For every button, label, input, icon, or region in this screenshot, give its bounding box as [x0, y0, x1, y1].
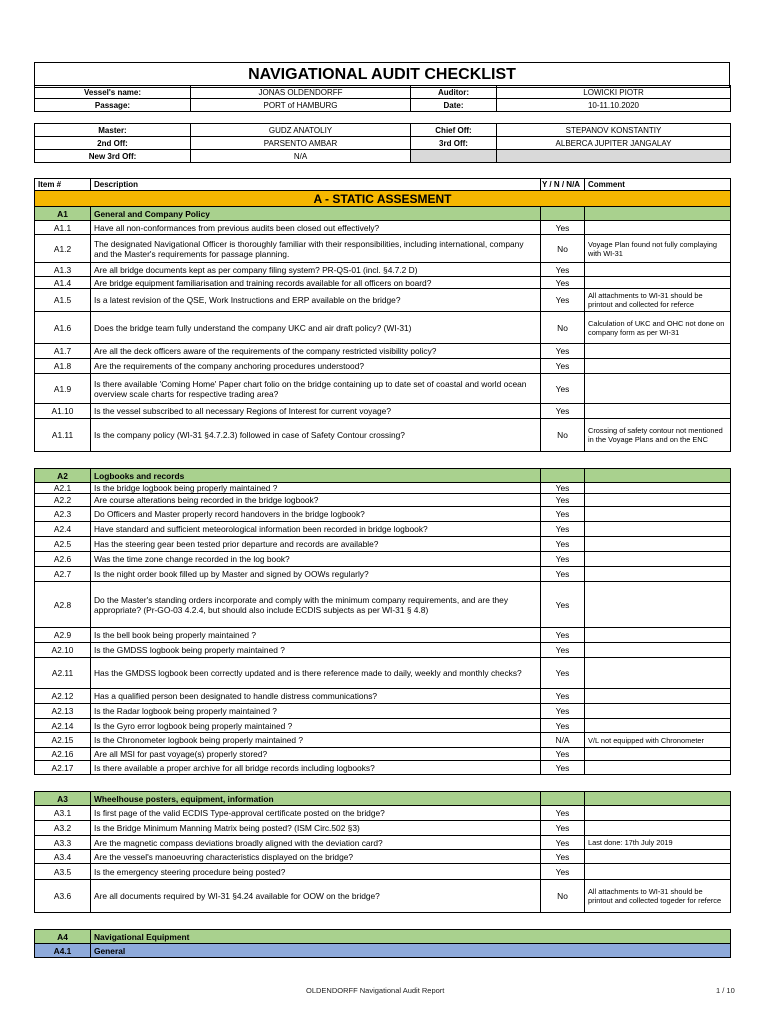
spacer-cell [35, 452, 731, 469]
item-number: A2.7 [35, 567, 91, 582]
item-description: Have standard and sufficient meteorological information been recorded in bridge logbook? [91, 522, 541, 537]
item-comment [585, 628, 731, 643]
item-comment [585, 582, 731, 628]
item-description: The designated Navigational Officer is thoroughly familiar with their responsibilities, including international, company and the Master's requirements for passage planning. [91, 235, 541, 263]
header-row [35, 99, 731, 112]
col-comment: Comment [585, 179, 731, 191]
item-answer: Yes [541, 552, 585, 567]
header-label-2: Auditor: [411, 86, 497, 99]
table-row [35, 507, 731, 522]
item-description: Is there available a proper archive for all bridge records including logbooks? [91, 761, 541, 775]
item-comment [585, 374, 731, 404]
header-value-2: LOWICKI PIOTR [497, 86, 731, 99]
item-description: Is the Radar logbook being properly maintained ? [91, 704, 541, 719]
item-number: A2.2 [35, 494, 91, 507]
subgroup-row [35, 944, 731, 958]
item-description: Are the vessel's manoeuvring characteristics displayed on the bridge? [91, 850, 541, 864]
item-comment [585, 404, 731, 419]
item-answer: Yes [541, 761, 585, 775]
item-description: Is the Chronometer logbook being properly maintained ? [91, 733, 541, 748]
item-number: A3.2 [35, 821, 91, 836]
header-label-2: 3rd Off: [411, 137, 497, 150]
header-value-2: 10-11.10.2020 [497, 99, 731, 112]
item-comment [585, 689, 731, 704]
item-number: A1.7 [35, 344, 91, 359]
item-comment: All attachments to WI-31 should be printout and collected togeder for referce [585, 880, 731, 913]
item-description: Is the night order book filled up by Master and signed by OOWs regularly? [91, 567, 541, 582]
header-row [35, 86, 731, 99]
table-row [35, 483, 731, 494]
table-row [35, 494, 731, 507]
spacer-row [35, 452, 731, 469]
item-answer: Yes [541, 277, 585, 289]
item-comment [585, 552, 731, 567]
item-comment [585, 507, 731, 522]
item-comment: Last done: 17th July 2019 [585, 836, 731, 850]
table-row [35, 312, 731, 344]
item-comment [585, 643, 731, 658]
item-answer: Yes [541, 567, 585, 582]
item-number: A1.2 [35, 235, 91, 263]
item-answer: Yes [541, 289, 585, 312]
item-answer: Yes [541, 748, 585, 761]
item-comment [585, 719, 731, 733]
subgroup-code: A4.1 [35, 944, 91, 958]
item-answer: Yes [541, 359, 585, 374]
footer-center: OLDENDORFF Navigational Audit Report [306, 986, 445, 995]
item-comment [585, 748, 731, 761]
spacer-row [35, 913, 731, 930]
item-comment [585, 277, 731, 289]
header-value: JONAS OLDENDORFF [191, 86, 411, 99]
item-comment: V/L not equipped with Chronometer [585, 733, 731, 748]
item-answer: Yes [541, 582, 585, 628]
header-label: Vessel's name: [35, 86, 191, 99]
group-code: A3 [35, 792, 91, 806]
item-answer: Yes [541, 719, 585, 733]
table-row [35, 419, 731, 452]
item-description: Are all bridge documents kept as per company filing system? PR-QS-01 (incl. §4.7.2 D) [91, 263, 541, 277]
item-description: Are all MSI for past voyage(s) properly stored? [91, 748, 541, 761]
item-description: Is there available 'Coming Home' Paper chart folio on the bridge containing up to date set of coastal and world ocean overview scale charts for respective trading area? [91, 374, 541, 404]
item-comment [585, 864, 731, 880]
table-row [35, 704, 731, 719]
item-number: A2.15 [35, 733, 91, 748]
item-description: Is the GMDSS logbook being properly maintained ? [91, 643, 541, 658]
item-number: A1.4 [35, 277, 91, 289]
item-comment [585, 522, 731, 537]
item-number: A2.1 [35, 483, 91, 494]
item-number: A2.12 [35, 689, 91, 704]
page-number: 1 / 10 [716, 986, 735, 995]
table-row [35, 359, 731, 374]
table-row [35, 628, 731, 643]
vessel-info-table [34, 85, 731, 112]
item-answer: Yes [541, 344, 585, 359]
item-description: Are the magnetic compass deviations broadly aligned with the deviation card? [91, 836, 541, 850]
spacer-cell [35, 913, 731, 930]
group-header-row [35, 207, 731, 221]
header-row [35, 124, 731, 137]
item-number: A3.6 [35, 880, 91, 913]
table-row [35, 404, 731, 419]
item-answer: Yes [541, 643, 585, 658]
item-comment: Crossing of safety contour not mentioned in the Voyage Plans and on the ENC [585, 419, 731, 452]
group-yn [541, 469, 585, 483]
item-number: A3.3 [35, 836, 91, 850]
item-description: Is the vessel subscribed to all necessary Regions of Interest for current voyage? [91, 404, 541, 419]
item-description: Is the Bridge Minimum Manning Matrix being posted? (ISM Circ.502 §3) [91, 821, 541, 836]
header-value: PORT of HAMBURG [191, 99, 411, 112]
header-label-2: Chief Off: [411, 124, 497, 137]
item-number: A2.10 [35, 643, 91, 658]
header-label-2 [411, 150, 497, 163]
header-label: 2nd Off: [35, 137, 191, 150]
item-description: Is the bridge logbook being properly maintained ? [91, 483, 541, 494]
spacer-cell [35, 775, 731, 792]
col-description: Description [91, 179, 541, 191]
item-description: Was the time zone change recorded in the log book? [91, 552, 541, 567]
item-description: Has the steering gear been tested prior departure and records are available? [91, 537, 541, 552]
group-comment [585, 792, 731, 806]
item-number: A1.5 [35, 289, 91, 312]
group-code: A2 [35, 469, 91, 483]
item-comment [585, 806, 731, 821]
item-number: A3.4 [35, 850, 91, 864]
header-label: Master: [35, 124, 191, 137]
group-title: Navigational Equipment [91, 930, 731, 944]
item-description: Is the bell book being properly maintained ? [91, 628, 541, 643]
item-number: A2.17 [35, 761, 91, 775]
section-title-row [35, 191, 731, 207]
table-row [35, 221, 731, 235]
page-title: NAVIGATIONAL AUDIT CHECKLIST [35, 63, 730, 88]
item-number: A1.11 [35, 419, 91, 452]
header-value: PARSENTO AMBAR [191, 137, 411, 150]
table-row [35, 806, 731, 821]
table-row [35, 864, 731, 880]
table-row [35, 821, 731, 836]
item-comment [585, 537, 731, 552]
item-description: Are the requirements of the company anchoring procedures understood? [91, 359, 541, 374]
table-row [35, 748, 731, 761]
item-comment [585, 221, 731, 235]
table-row [35, 761, 731, 775]
item-answer: Yes [541, 689, 585, 704]
item-description: Is a latest revision of the QSE, Work Instructions and ERP available on the bridge? [91, 289, 541, 312]
item-description: Do the Master's standing orders incorporate and comply with the minimum company requirements, and are they appropriate? (Pr-GO-03 4.2.4, but should also include ECDIS subjects as per WI-31 § 4.8) [91, 582, 541, 628]
group-code: A4 [35, 930, 91, 944]
group-header-row [35, 792, 731, 806]
header-label: Passage: [35, 99, 191, 112]
item-answer: Yes [541, 374, 585, 404]
item-number: A2.11 [35, 658, 91, 689]
header-value: N/A [191, 150, 411, 163]
group-title: Logbooks and records [91, 469, 541, 483]
item-comment: Calculation of UKC and OHC not done on company form as per WI-31 [585, 312, 731, 344]
item-comment [585, 704, 731, 719]
item-answer: Yes [541, 263, 585, 277]
item-number: A2.9 [35, 628, 91, 643]
item-answer: No [541, 312, 585, 344]
item-description: Is the Gyro error logbook being properly maintained ? [91, 719, 541, 733]
item-answer: Yes [541, 806, 585, 821]
item-description: Is the emergency steering procedure being posted? [91, 864, 541, 880]
item-answer: Yes [541, 821, 585, 836]
table-row [35, 836, 731, 850]
table-row [35, 850, 731, 864]
group-comment [585, 207, 731, 221]
item-number: A1.9 [35, 374, 91, 404]
item-answer: Yes [541, 483, 585, 494]
item-number: A3.1 [35, 806, 91, 821]
item-answer: Yes [541, 494, 585, 507]
group-code: A1 [35, 207, 91, 221]
item-answer: Yes [541, 658, 585, 689]
header-value-2: ALBERCA JUPITER JANGALAY [497, 137, 731, 150]
item-number: A2.3 [35, 507, 91, 522]
group-header-row [35, 930, 731, 944]
header-label: New 3rd Off: [35, 150, 191, 163]
item-comment: Voyage Plan found not fully complaying with WI-31 [585, 235, 731, 263]
header-value: GUDZ ANATOLIY [191, 124, 411, 137]
table-row [35, 719, 731, 733]
table-row [35, 880, 731, 913]
spacer-row [35, 775, 731, 792]
item-answer: Yes [541, 704, 585, 719]
column-header-row [35, 179, 731, 191]
item-comment [585, 567, 731, 582]
item-answer: Yes [541, 864, 585, 880]
item-answer: Yes [541, 850, 585, 864]
group-yn [541, 792, 585, 806]
item-number: A1.1 [35, 221, 91, 235]
item-comment: All attachments to WI-31 should be printout and collected for referce [585, 289, 731, 312]
table-row [35, 567, 731, 582]
col-yn: Y / N / N/A [541, 179, 585, 191]
item-comment [585, 494, 731, 507]
subgroup-title: General [91, 944, 731, 958]
group-title: General and Company Policy [91, 207, 541, 221]
header-value-2: STEPANOV KONSTANTIY [497, 124, 731, 137]
item-answer: No [541, 419, 585, 452]
item-comment [585, 263, 731, 277]
item-number: A1.6 [35, 312, 91, 344]
item-answer: Yes [541, 221, 585, 235]
item-number: A2.6 [35, 552, 91, 567]
table-row [35, 643, 731, 658]
header-row [35, 150, 731, 163]
item-comment [585, 850, 731, 864]
table-row [35, 733, 731, 748]
item-comment [585, 658, 731, 689]
item-number: A1.10 [35, 404, 91, 419]
item-description: Are bridge equipment familiarisation and training records available for all officers on board? [91, 277, 541, 289]
table-row [35, 552, 731, 567]
item-answer: No [541, 235, 585, 263]
item-comment [585, 483, 731, 494]
item-answer: Yes [541, 836, 585, 850]
item-comment [585, 344, 731, 359]
item-description: Are course alterations being recorded in the bridge logbook? [91, 494, 541, 507]
item-comment [585, 821, 731, 836]
item-description: Are all the deck officers aware of the requirements of the company restricted visibility policy? [91, 344, 541, 359]
header-row [35, 137, 731, 150]
item-description: Are all documents required by WI-31 §4.24 available for OOW on the bridge? [91, 880, 541, 913]
table-row [35, 689, 731, 704]
section-title: A - STATIC ASSESMENT [35, 191, 731, 207]
table-row [35, 582, 731, 628]
header-value-2 [497, 150, 731, 163]
item-number: A2.8 [35, 582, 91, 628]
table-row [35, 374, 731, 404]
table-row [35, 277, 731, 289]
col-item: Item # [35, 179, 91, 191]
item-description: Do Officers and Master properly record handovers in the bridge logbook? [91, 507, 541, 522]
item-answer: No [541, 880, 585, 913]
item-answer: Yes [541, 404, 585, 419]
item-number: A3.5 [35, 864, 91, 880]
item-answer: N/A [541, 733, 585, 748]
group-yn [541, 207, 585, 221]
item-number: A1.3 [35, 263, 91, 277]
item-description: Is the company policy (WI-31 §4.7.2.3) followed in case of Safety Contour crossing? [91, 419, 541, 452]
header-label-2: Date: [411, 99, 497, 112]
item-number: A2.13 [35, 704, 91, 719]
item-answer: Yes [541, 628, 585, 643]
item-description: Is first page of the valid ECDIS Type-approval certificate posted on the bridge? [91, 806, 541, 821]
item-description: Has a qualified person been designated to handle distress communications? [91, 689, 541, 704]
item-number: A2.4 [35, 522, 91, 537]
item-comment [585, 761, 731, 775]
item-number: A2.16 [35, 748, 91, 761]
item-number: A1.8 [35, 359, 91, 374]
table-row [35, 537, 731, 552]
table-row [35, 289, 731, 312]
item-description: Have all non-conformances from previous audits been closed out effectively? [91, 221, 541, 235]
item-description: Has the GMDSS logbook been correctly updated and is there reference made to daily, weekly and monthly checks? [91, 658, 541, 689]
item-answer: Yes [541, 522, 585, 537]
item-description: Does the bridge team fully understand the company UKC and air draft policy? (WI-31) [91, 312, 541, 344]
item-answer: Yes [541, 537, 585, 552]
group-title: Wheelhouse posters, equipment, information [91, 792, 541, 806]
table-row [35, 344, 731, 359]
item-number: A2.14 [35, 719, 91, 733]
group-header-row [35, 469, 731, 483]
table-row [35, 658, 731, 689]
group-comment [585, 469, 731, 483]
item-comment [585, 359, 731, 374]
table-row [35, 235, 731, 263]
item-number: A2.5 [35, 537, 91, 552]
crew-info-table [34, 123, 731, 163]
checklist-table [34, 178, 731, 958]
item-answer: Yes [541, 507, 585, 522]
table-row [35, 522, 731, 537]
table-row [35, 263, 731, 277]
